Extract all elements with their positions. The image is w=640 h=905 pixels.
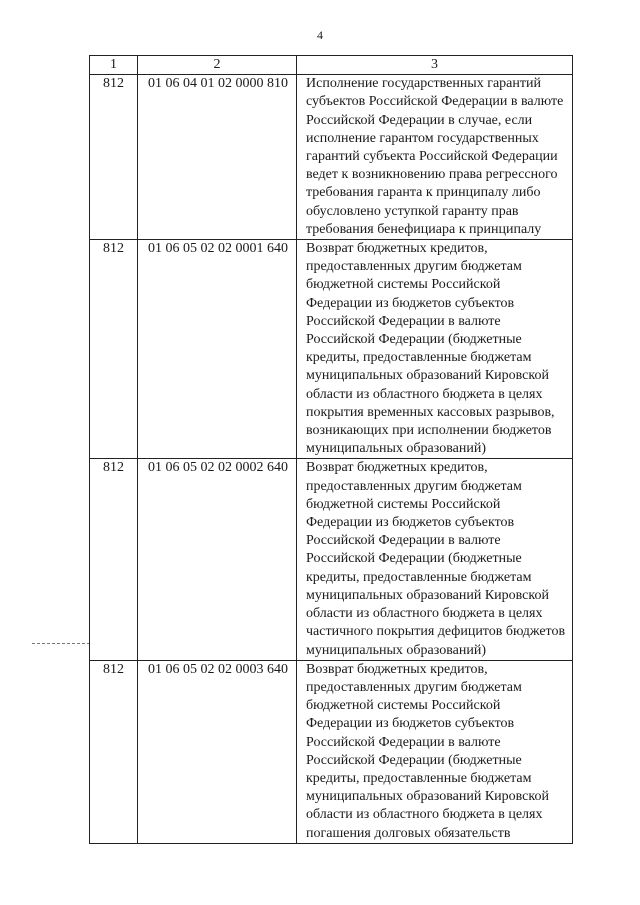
budget-classification-code-cell: 01 06 05 02 02 0001 640	[138, 240, 297, 459]
budget-code-table	[89, 55, 573, 844]
description-cell: Возврат бюджетных кредитов, предоставленных другим бюджетам бюджетной системы Российской Федерации из бюджетов субъектов Российской Федерации в валюте Российской Федерации (бюджетные кредиты, предоставленные бюджетам муниципальных образований Кировской области из областного бюджета в целях погашения долговых обязательств	[297, 660, 573, 843]
page-number: 4	[317, 28, 323, 42]
table-header-row	[90, 56, 573, 75]
description-cell: Исполнение государственных гарантий субъектов Российской Федерации в валюте Российской Федерации в случае, если исполнение гарантом государственных гарантий субъекта Российской Федерации ведет к возникновению права регрессного требования гаранта к принципалу либо обусловлено уступкой гаранту прав требования бенефициара к принципалу	[297, 75, 573, 240]
admin-code-cell: 812	[90, 240, 138, 459]
description-cell: Возврат бюджетных кредитов, предоставленных другим бюджетам бюджетной системы Российской Федерации из бюджетов субъектов Российской Федерации в валюте Российской Федерации (бюджетные кредиты, предоставленные бюджетам муниципальных образований Кировской области из областного бюджета в целях покрытия временных кассовых разрывов, возникающих при исполнении бюджетов муниципальных образований)	[297, 240, 573, 459]
table-row	[90, 75, 573, 240]
budget-classification-code-cell: 01 06 05 02 02 0002 640	[138, 459, 297, 660]
description-cell: Возврат бюджетных кредитов, предоставленных другим бюджетам бюджетной системы Российской Федерации из бюджетов субъектов Российской Федерации в валюте Российской Федерации (бюджетные кредиты, предоставленные бюджетам муниципальных образований Кировской области из областного бюджета в целях частичного покрытия дефицитов бюджетов муниципальных образований)	[297, 459, 573, 660]
margin-mark	[32, 643, 90, 644]
column-header: 1	[90, 56, 138, 75]
admin-code-cell: 812	[90, 660, 138, 843]
column-header: 2	[138, 56, 297, 75]
budget-classification-code-cell: 01 06 04 01 02 0000 810	[138, 75, 297, 240]
table-row	[90, 660, 573, 843]
table-row	[90, 240, 573, 459]
table-row	[90, 459, 573, 660]
column-header: 3	[297, 56, 573, 75]
admin-code-cell: 812	[90, 459, 138, 660]
admin-code-cell: 812	[90, 75, 138, 240]
budget-classification-code-cell: 01 06 05 02 02 0003 640	[138, 660, 297, 843]
